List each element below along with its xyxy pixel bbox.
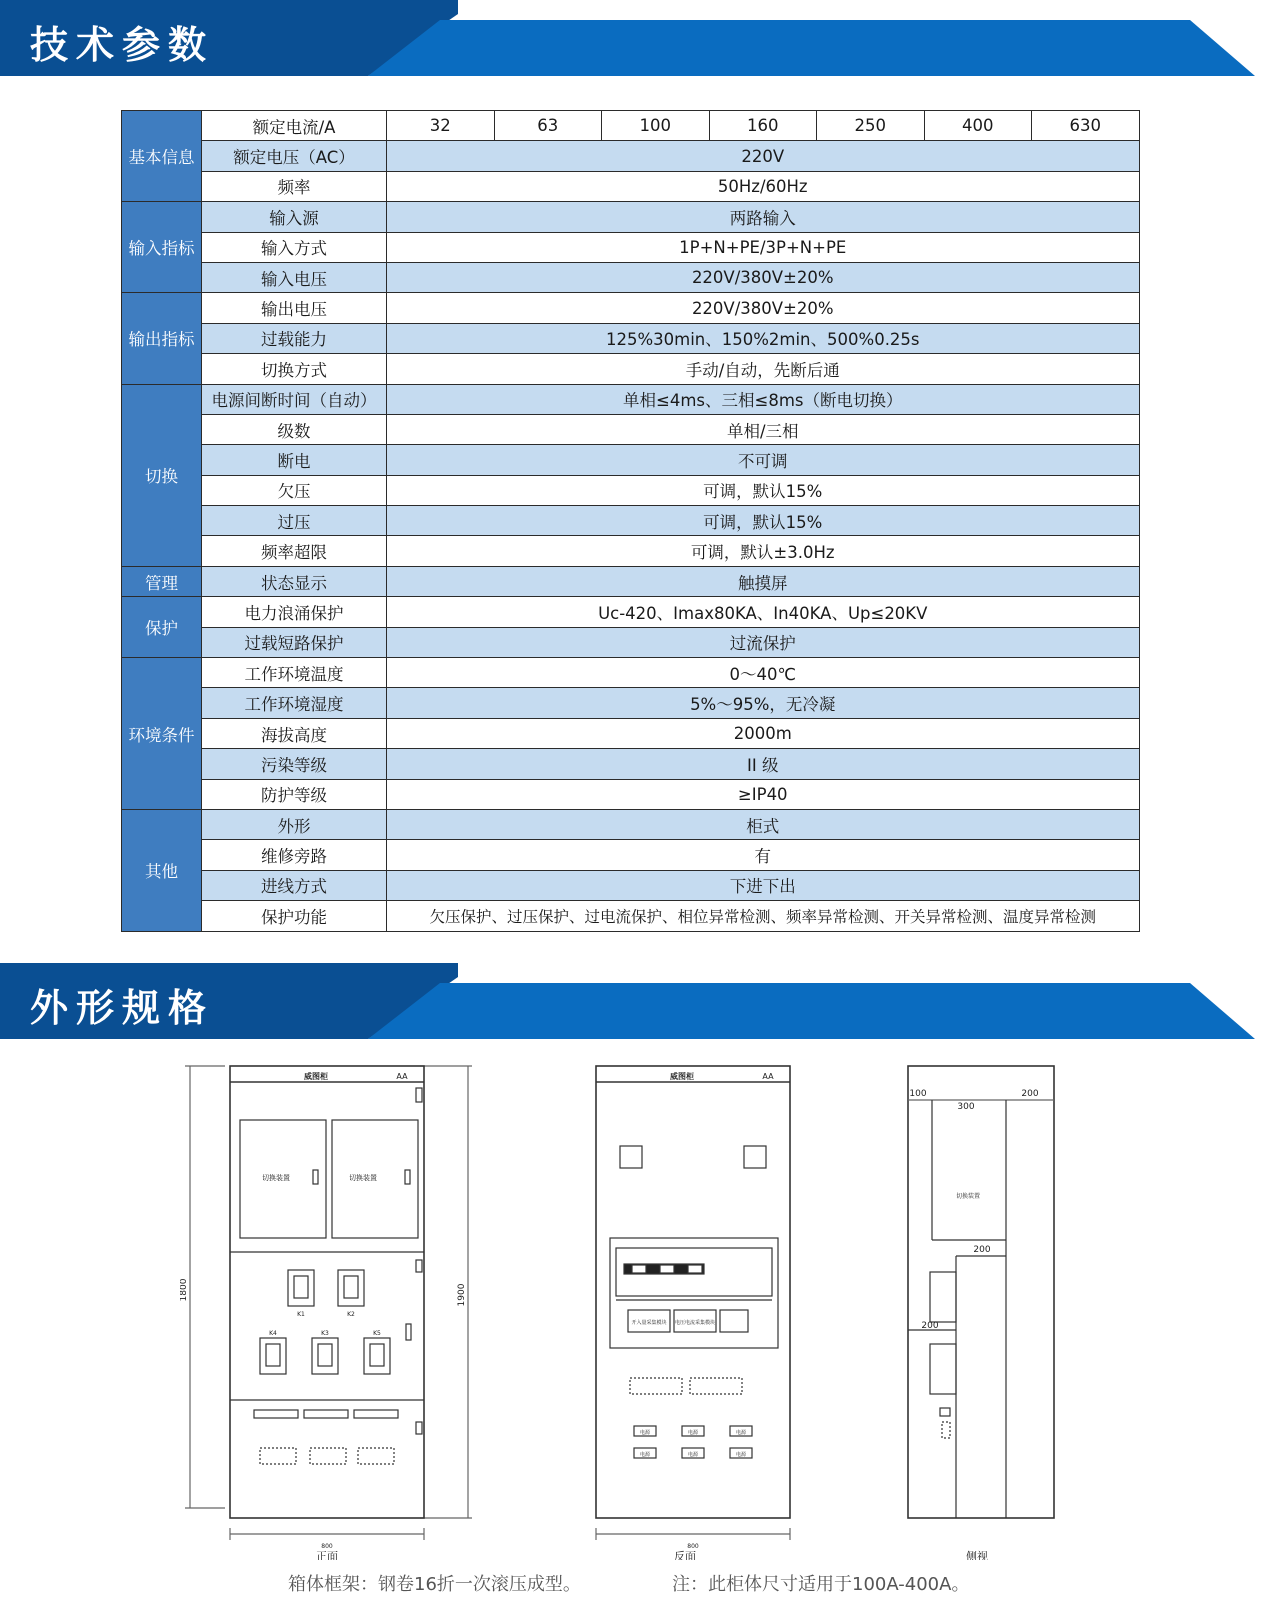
spec-row [122,323,1140,353]
back-small-label: 电源 [735,1452,747,1458]
spec-label: 工作环境温度 [202,658,387,688]
spec-category: 其他 [122,809,202,931]
spec-row [122,384,1140,414]
spec-row [122,445,1140,475]
back-view-drawing [590,1060,800,1564]
spec-row [122,141,1140,171]
spec-label: 海拔高度 [202,718,387,748]
spec-row [122,293,1140,323]
spec-row [122,566,1140,596]
spec-label: 防护等级 [202,779,387,809]
spec-row [122,627,1140,657]
spec-row [122,475,1140,505]
side-dim-200-top: 200 [1021,1089,1039,1099]
spec-label: 污染等级 [202,749,387,779]
spec-row-rated-current [122,111,1140,141]
spec-label: 过压 [202,506,387,536]
spec-value: 过流保护 [387,627,1140,657]
rated-current-value: 63 [494,111,602,141]
spec-value: 单相/三相 [387,414,1140,444]
front-header-mark: AA [396,1072,408,1081]
spec-category: 输入指标 [122,202,202,293]
spec-row [122,718,1140,748]
front-width-dim: 800 [321,1543,333,1550]
back-module-label: 开入量采集模块 [631,1320,667,1326]
front-view-drawing [180,1060,480,1564]
spec-label: 额定电压（AC） [202,141,387,171]
spec-category: 保护 [122,597,202,658]
side-dim-100: 100 [909,1089,927,1099]
front-height-outer-dim: 1800 [180,1278,189,1302]
front-door-label-left: 切换装置 [262,1174,290,1182]
breaker-label: K2 [347,1311,355,1318]
spec-value: 2000m [387,718,1140,748]
front-door-label-right: 切换装置 [349,1174,377,1182]
rated-current-value: 100 [602,111,710,141]
back-small-label: 电源 [639,1430,651,1436]
spec-row [122,536,1140,566]
breaker-label: K1 [297,1311,305,1318]
rated-current-value: 250 [817,111,925,141]
front-view-label: 正面 [316,1550,338,1560]
spec-row [122,597,1140,627]
spec-row [122,171,1140,201]
spec-value: 触摸屏 [387,566,1140,596]
spec-value: 两路输入 [387,202,1140,232]
spec-row [122,414,1140,444]
spec-category: 环境条件 [122,658,202,810]
front-height-inner-dim: 1900 [457,1283,467,1307]
back-view-label: 反面 [674,1550,696,1560]
spec-category: 管理 [122,566,202,596]
back-width-dim: 800 [687,1543,699,1550]
breaker-label: K4 [269,1330,277,1337]
spec-value: 220V/380V±20% [387,293,1140,323]
spec-value: Uc-420、Imax80KA、In40KA、Up≤20KV [387,597,1140,627]
spec-row [122,749,1140,779]
spec-value: 有 [387,840,1140,870]
spec-label: 切换方式 [202,354,387,384]
spec-label: 断电 [202,445,387,475]
spec-label: 过载短路保护 [202,627,387,657]
spec-value: 单相≤4ms、三相≤8ms（断电切换） [387,384,1140,414]
spec-value: 可调，默认±3.0Hz [387,536,1140,566]
spec-row [122,870,1140,900]
spec-value: 柜式 [387,809,1140,839]
spec-row [122,202,1140,232]
spec-row [122,262,1140,292]
spec-label: 状态显示 [202,566,387,596]
spec-value: 220V [387,141,1140,171]
section-banner-tech-params [0,0,1270,76]
spec-label: 电源间断时间（自动） [202,384,387,414]
spec-row [122,232,1140,262]
spec-value: 可调，默认15% [387,506,1140,536]
back-header-title: 威图柜 [670,1072,694,1081]
rated-current-value: 32 [387,111,495,141]
section-banner-dimensions [0,963,1270,1039]
spec-label: 外形 [202,809,387,839]
spec-label: 工作环境湿度 [202,688,387,718]
back-small-label: 电源 [639,1452,651,1458]
spec-label: 频率超限 [202,536,387,566]
spec-value: 不可调 [387,445,1140,475]
back-small-label: 电源 [687,1430,699,1436]
spec-label: 电力浪涌保护 [202,597,387,627]
spec-label: 额定电流/A [202,111,387,141]
spec-category: 基本信息 [122,111,202,202]
spec-value: 0～40℃ [387,658,1140,688]
spec-value: 下进下出 [387,870,1140,900]
spec-value: 可调，默认15% [387,475,1140,505]
section-title: 技术参数 [30,23,215,67]
spec-label: 输入源 [202,202,387,232]
spec-label: 输入电压 [202,262,387,292]
side-dim-300: 300 [957,1102,975,1112]
spec-row [122,809,1140,839]
rated-current-value: 400 [924,111,1032,141]
spec-category: 输出指标 [122,293,202,384]
spec-row [122,688,1140,718]
side-dim-200-low: 200 [921,1321,939,1331]
spec-label: 输出电压 [202,293,387,323]
spec-label: 维修旁路 [202,840,387,870]
spec-label: 输入方式 [202,232,387,262]
spec-label: 进线方式 [202,870,387,900]
section-title: 外形规格 [30,986,215,1030]
spec-label: 欠压 [202,475,387,505]
spec-label: 过载能力 [202,323,387,353]
side-device-label: 切换装置 [955,1193,981,1200]
back-small-label: 电源 [735,1430,747,1436]
rated-current-value: 630 [1032,111,1140,141]
spec-row [122,779,1140,809]
spec-value: ≥IP40 [387,779,1140,809]
spec-value: 220V/380V±20% [387,262,1140,292]
side-view-drawing [902,1060,1062,1564]
spec-value: 125%30min、150%2min、500%0.25s [387,323,1140,353]
front-header-title: 威图柜 [304,1072,328,1081]
spec-value: 手动/自动，先断后通 [387,354,1140,384]
breaker-label: K5 [373,1330,381,1337]
side-view-label: 侧视 [966,1550,988,1560]
back-module-label: 电压电流采集模块 [674,1320,716,1326]
spec-value: 欠压保护、过压保护、过电流保护、相位异常检测、频率异常检测、开关异常检测、温度异常检测 [387,901,1140,931]
back-header-mark: AA [762,1072,774,1081]
caption-note: 注：此柜体尺寸适用于100A-400A。 [672,1574,970,1595]
side-dim-200-mid: 200 [973,1245,991,1255]
spec-label: 保护功能 [202,901,387,931]
breaker-label: K3 [321,1330,329,1337]
spec-row [122,506,1140,536]
rated-current-value: 160 [709,111,817,141]
spec-row [122,901,1140,931]
spec-value: II 级 [387,749,1140,779]
spec-value: 5%～95%，无冷凝 [387,688,1140,718]
spec-row [122,840,1140,870]
spec-value: 1P+N+PE/3P+N+PE [387,232,1140,262]
spec-label: 频率 [202,171,387,201]
spec-row [122,354,1140,384]
spec-category: 切换 [122,384,202,566]
spec-row [122,658,1140,688]
spec-table [121,110,1140,932]
spec-label: 级数 [202,414,387,444]
back-small-label: 电源 [687,1452,699,1458]
spec-value: 50Hz/60Hz [387,171,1140,201]
caption-frame: 箱体框架：钢卷16折一次滚压成型。 [288,1574,581,1595]
